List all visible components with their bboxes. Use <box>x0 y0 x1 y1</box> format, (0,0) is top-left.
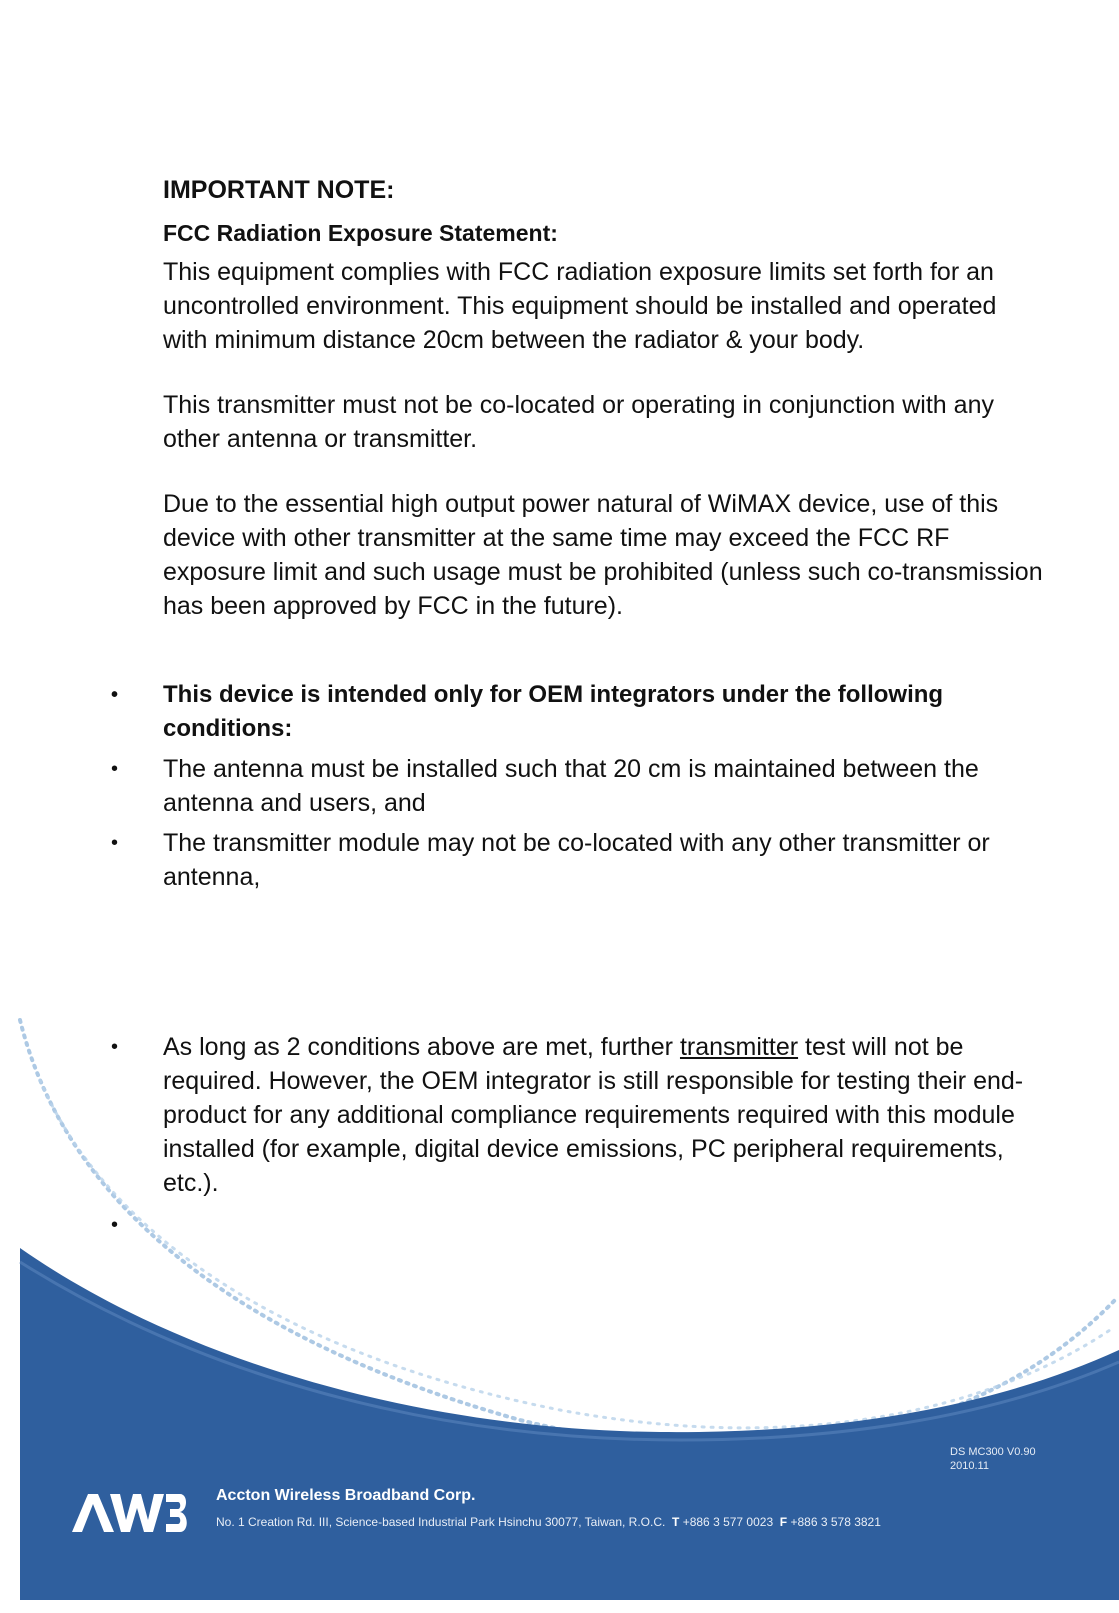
fax-label: F <box>779 1515 788 1529</box>
bullet-dot: • <box>111 684 119 706</box>
list-item-empty <box>111 1208 1041 1242</box>
requirements-list <box>111 1030 1041 1242</box>
awb-logo-icon <box>70 1492 188 1534</box>
bullet-text: The antenna must be installed such that 20 cm is maintained between the antenna and users, and <box>163 755 979 817</box>
list-item <box>111 826 1041 894</box>
bullet-text-after: test will not be required. However, the OEM integrator is still responsible for testing their end-product for any additional compliance requirements required with this module installed (for example, digital device emissions, PC peripheral requirements, etc.). <box>163 1033 1024 1197</box>
bullet-text: The transmitter module may not be co-located with any other transmitter or antenna, <box>163 829 990 891</box>
blue-wave-band <box>20 1248 1119 1600</box>
list-item <box>111 678 1041 746</box>
fax-number: +886 3 578 3821 <box>790 1515 881 1529</box>
bullet-text: This device is intended only for OEM integrators under the following conditions: <box>163 681 944 742</box>
bullet-dot: • <box>111 832 119 854</box>
company-name: Accton Wireless Broadband Corp. <box>216 1487 476 1504</box>
company-address <box>216 1515 881 1529</box>
paragraph-wimax-power: Due to the essential high output power natural of WiMAX device, use of this device with other transmitter at the same time may exceed the FCC RF exposure limit and such usage must be prohibited (unless such co-transmission has been approved by FCC in the future). <box>163 490 1043 620</box>
notice-content <box>163 175 1043 627</box>
phone-label: T <box>672 1515 680 1529</box>
address-text: No. 1 Creation Rd. III, Science-based Industrial Park Hsinchu 30077, Taiwan, R.O.C. <box>216 1515 666 1529</box>
bullet-dot: • <box>111 1214 119 1236</box>
list-item <box>111 752 1041 820</box>
bullet-dot: • <box>111 1036 119 1058</box>
paragraph-exposure-limits: This equipment complies with FCC radiation exposure limits set forth for an uncontrolled environment. This equipment should be installed and operated with minimum distance 20cm between the radiator & your body. <box>163 258 997 354</box>
paragraph-co-location: This transmitter must not be co-located or operating in conjunction with any other antenna or transmitter. <box>163 391 994 453</box>
underlined-transmitter: transmitter <box>679 1033 799 1061</box>
important-note-heading: IMPORTANT NOTE: <box>163 176 395 204</box>
bullet-text-before: As long as 2 conditions above are met, further <box>163 1033 680 1061</box>
list-item <box>111 1030 1041 1200</box>
doc-code: DS MC300 V0.90 <box>950 1446 1036 1458</box>
document-version <box>950 1445 1036 1473</box>
fcc-statement-subheading: FCC Radiation Exposure Statement: <box>163 220 558 246</box>
bullet-dot: • <box>111 758 119 780</box>
doc-date: 2010.11 <box>950 1460 989 1472</box>
phone-number: +886 3 577 0023 <box>682 1515 774 1529</box>
oem-conditions-list <box>111 678 1041 894</box>
